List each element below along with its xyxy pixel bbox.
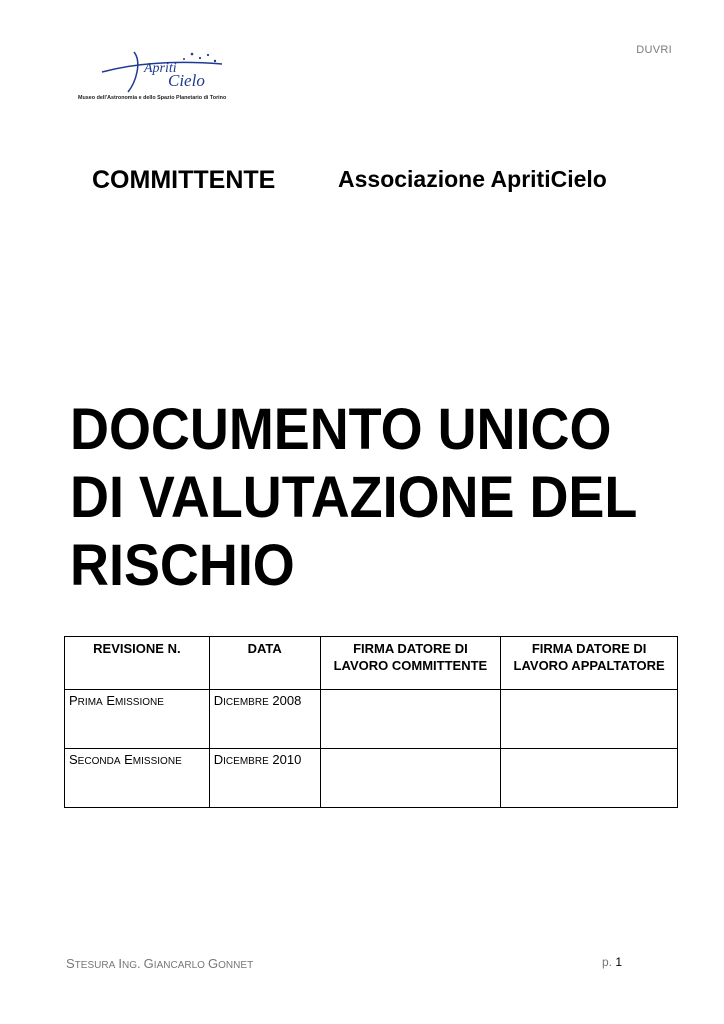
revision-cell: SECONDA EMISSIONE [65, 749, 210, 808]
client-name: Associazione ApritiCielo [338, 166, 607, 192]
title-line-3: RISCHIO [70, 533, 295, 598]
table-header-row [65, 637, 678, 690]
logo-word-cielo: Cielo [168, 71, 205, 90]
title-line-2: DI VALUTAZIONE DEL [70, 465, 638, 530]
document-title [70, 396, 665, 600]
revision-cell: PRIMA EMISSIONE [65, 690, 210, 749]
date-cell: DICEMBRE 2008 [209, 690, 320, 749]
title-line-1: DOCUMENTO UNICO [70, 397, 612, 462]
client-signature-cell [320, 690, 501, 749]
client-label: COMMITTENTE [92, 166, 276, 194]
contractor-signature-cell [501, 749, 678, 808]
footer-author [66, 956, 253, 971]
footer-author-text: STESURA ING. GIANCARLO GONNET [66, 956, 254, 971]
logo-word-apriti: Apriti [144, 61, 177, 76]
header-date: DATA [209, 637, 320, 690]
page-number [602, 955, 622, 969]
header-contractor-signature: FIRMA DATORE DI LAVORO APPALTATORE [501, 637, 678, 690]
document-code: DUVRI [636, 44, 672, 56]
client-signature-cell [320, 749, 501, 808]
apriticielo-logo [72, 42, 272, 102]
contractor-signature-cell [501, 690, 678, 749]
page-prefix: p. [601, 955, 612, 969]
date-cell: DICEMBRE 2010 [209, 749, 320, 808]
page-number-value: 1 [615, 955, 622, 969]
header-client-signature: FIRMA DATORE DI LAVORO COMMITTENTE [320, 637, 501, 690]
header-revision: REVISIONE N. [65, 637, 210, 690]
revision-table [64, 636, 678, 808]
table-row [65, 749, 678, 808]
table-row [65, 690, 678, 749]
logo-subtitle: Museo dell'Astronomia e dello Spazio Planetario di Torino [78, 95, 227, 101]
